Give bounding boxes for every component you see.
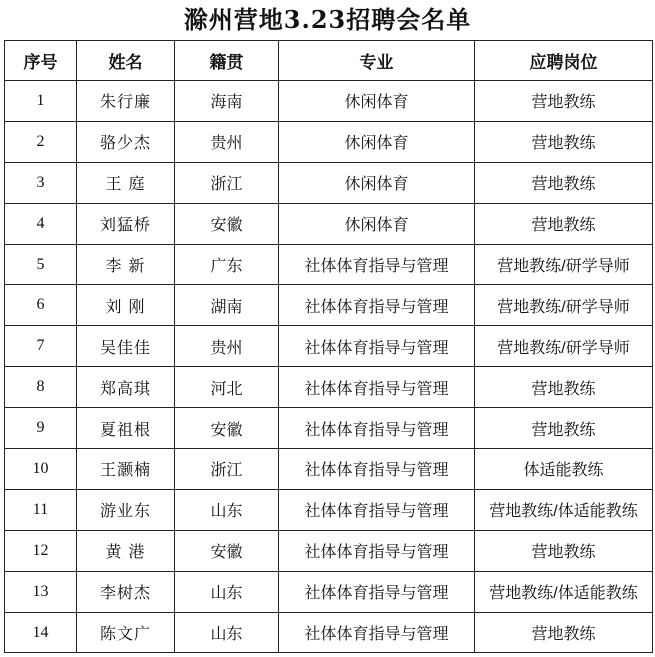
cell-name: 李树杰 (77, 571, 175, 612)
cell-name: 朱行廉 (77, 81, 175, 122)
cell-major: 社体体育指导与管理 (279, 612, 475, 653)
cell-major: 休闲体育 (279, 203, 475, 244)
header-hometown: 籍贯 (175, 41, 279, 81)
cell-hometown: 山东 (175, 571, 279, 612)
cell-name: 夏祖根 (77, 408, 175, 449)
table-row (5, 81, 653, 122)
cell-position: 营地教练 (475, 162, 653, 203)
table-body (5, 81, 653, 653)
cell-index: 1 (5, 81, 77, 122)
cell-name: 刘 刚 (77, 285, 175, 326)
table-row (5, 203, 653, 244)
cell-major: 休闲体育 (279, 121, 475, 162)
cell-major: 社体体育指导与管理 (279, 571, 475, 612)
cell-name: 刘猛桥 (77, 203, 175, 244)
table-row (5, 530, 653, 571)
cell-major: 社体体育指导与管理 (279, 285, 475, 326)
cell-position: 营地教练 (475, 121, 653, 162)
cell-index: 2 (5, 121, 77, 162)
cell-index: 14 (5, 612, 77, 653)
cell-name: 李 新 (77, 244, 175, 285)
cell-index: 6 (5, 285, 77, 326)
cell-name: 陈文广 (77, 612, 175, 653)
cell-hometown: 浙江 (175, 162, 279, 203)
cell-index: 8 (5, 367, 77, 408)
header-index: 序号 (5, 41, 77, 81)
cell-position: 营地教练 (475, 367, 653, 408)
cell-index: 12 (5, 530, 77, 571)
cell-major: 社体体育指导与管理 (279, 489, 475, 530)
table-row (5, 244, 653, 285)
header-major: 专业 (279, 41, 475, 81)
cell-hometown: 安徽 (175, 530, 279, 571)
cell-hometown: 广东 (175, 244, 279, 285)
cell-name: 吴佳佳 (77, 326, 175, 367)
cell-name: 骆少杰 (77, 121, 175, 162)
header-position: 应聘岗位 (475, 41, 653, 81)
cell-position: 营地教练/研学导师 (475, 326, 653, 367)
page-title: 滁州营地3.23招聘会名单 (183, 5, 472, 34)
header-name: 姓名 (77, 41, 175, 81)
cell-major: 社体体育指导与管理 (279, 408, 475, 449)
cell-name: 王灏楠 (77, 449, 175, 490)
cell-index: 9 (5, 408, 77, 449)
cell-hometown: 湖南 (175, 285, 279, 326)
cell-position: 营地教练 (475, 81, 653, 122)
cell-index: 4 (5, 203, 77, 244)
cell-position: 营地教练/研学导师 (475, 285, 653, 326)
cell-major: 休闲体育 (279, 162, 475, 203)
roster-table (4, 40, 653, 653)
table-row (5, 612, 653, 653)
table-row (5, 489, 653, 530)
cell-major: 社体体育指导与管理 (279, 449, 475, 490)
cell-position: 营地教练 (475, 612, 653, 653)
cell-position: 营地教练 (475, 203, 653, 244)
cell-hometown: 山东 (175, 489, 279, 530)
table-row (5, 326, 653, 367)
cell-index: 5 (5, 244, 77, 285)
cell-index: 11 (5, 489, 77, 530)
cell-hometown: 山东 (175, 612, 279, 653)
cell-major: 休闲体育 (279, 81, 475, 122)
table-row (5, 121, 653, 162)
table-row (5, 285, 653, 326)
cell-index: 13 (5, 571, 77, 612)
cell-hometown: 河北 (175, 367, 279, 408)
cell-major: 社体体育指导与管理 (279, 530, 475, 571)
cell-name: 游业东 (77, 489, 175, 530)
cell-name: 黄 港 (77, 530, 175, 571)
cell-hometown: 安徽 (175, 203, 279, 244)
cell-position: 营地教练/研学导师 (475, 244, 653, 285)
cell-name: 王 庭 (77, 162, 175, 203)
cell-index: 3 (5, 162, 77, 203)
table-row (5, 367, 653, 408)
cell-position: 营地教练/体适能教练 (475, 489, 653, 530)
cell-hometown: 贵州 (175, 326, 279, 367)
cell-hometown: 贵州 (175, 121, 279, 162)
table-row (5, 571, 653, 612)
cell-hometown: 安徽 (175, 408, 279, 449)
table-row (5, 408, 653, 449)
cell-major: 社体体育指导与管理 (279, 244, 475, 285)
cell-hometown: 海南 (175, 81, 279, 122)
cell-index: 7 (5, 326, 77, 367)
cell-hometown: 浙江 (175, 449, 279, 490)
cell-position: 营地教练/体适能教练 (475, 571, 653, 612)
cell-position: 营地教练 (475, 530, 653, 571)
cell-position: 体适能教练 (475, 449, 653, 490)
cell-name: 郑高琪 (77, 367, 175, 408)
table-header-row (5, 41, 653, 81)
cell-position: 营地教练 (475, 408, 653, 449)
cell-major: 社体体育指导与管理 (279, 326, 475, 367)
table-row (5, 162, 653, 203)
table-row (5, 449, 653, 490)
cell-index: 10 (5, 449, 77, 490)
cell-major: 社体体育指导与管理 (279, 367, 475, 408)
